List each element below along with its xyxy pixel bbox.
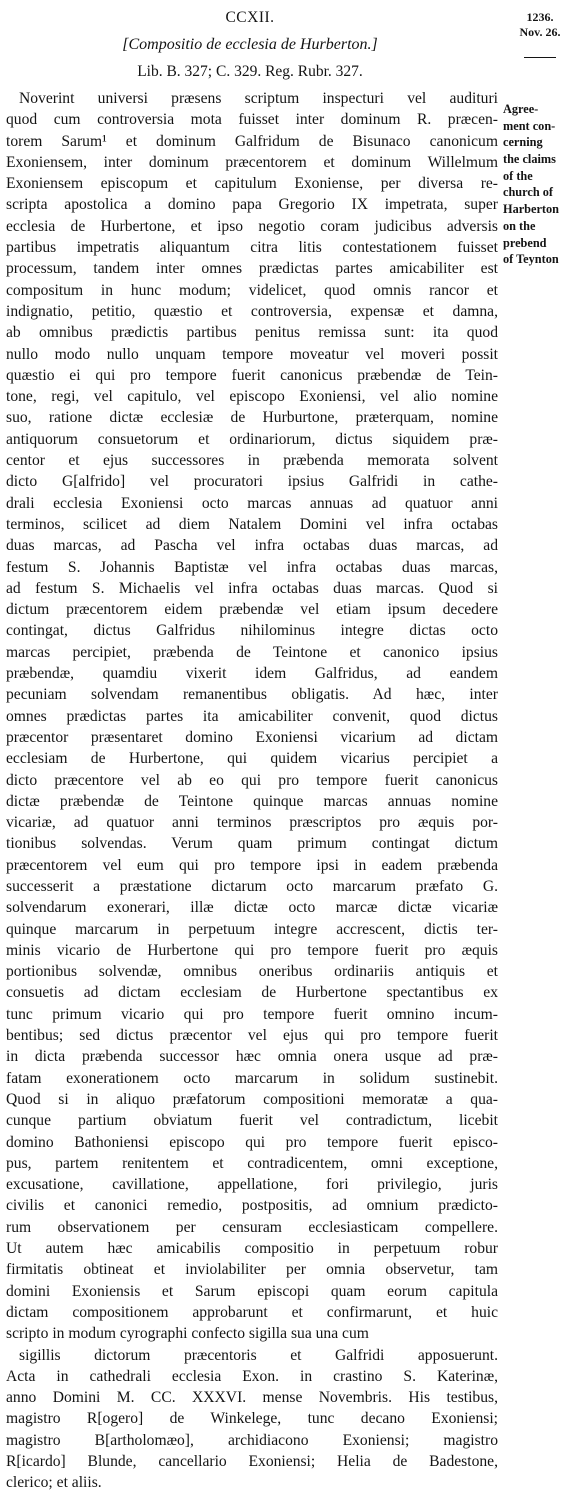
marginal-summary-line: of Teynton (503, 252, 559, 267)
text-line: excusatione, cavillatione, appellatione, fori privilegio, juris (6, 1176, 498, 1194)
text-line: suo, ratione dictæ ecclesiæ de Hurburtone, præterquam, nomine (6, 409, 498, 427)
text-line: tunc primum vicario qui pro tempore fuerit omnino incum- (6, 1005, 498, 1023)
text-line: firmitatis obtineat et inviolabiliter per omnia observetur, tam (6, 1261, 498, 1279)
text-line: solvendarum exonerari, illæ dictæ octo marcæ dictæ vicariæ (6, 899, 498, 917)
date-day: Nov. 26. (519, 25, 561, 39)
text-line: minis vicario de Hurbertone qui pro tempore fuerit pro æquis (6, 941, 498, 959)
marginal-summary-line: ment con- (503, 118, 556, 133)
text-line: Quod si in aliquo præfatorum compositioni memoratæ a qua- (6, 1090, 498, 1108)
text-line: domino Bathoniensi episcopo qui pro tempore fuerit episco- (6, 1133, 498, 1151)
text-line: dicto præcentore vel ab eo qui pro tempore fuerit canonicus (6, 771, 498, 789)
text-line: dicto G[alfrido] vel procuratori ipsius Galfridi in cathe- (6, 473, 498, 491)
text-line: nullo modo nullo unquam tempore moveatur vel moveri possit (6, 345, 498, 363)
text-line: bentibus; sed dictus præcentor vel ejus qui pro tempore fuerit (6, 1027, 498, 1045)
text-line: scripto in modum cyrographi confecto sigilla sua una cum (6, 1325, 369, 1343)
marginal-summary-line: of the (503, 168, 533, 183)
text-line: Noverint universi præsens scriptum inspecturi vel audituri (19, 90, 498, 107)
text-line: sigillis dictorum præcentoris et Galfridi apposuerunt. (19, 1346, 498, 1364)
date-year: 1236. (526, 10, 554, 24)
text-line: tone, regi, vel capitulo, vel episcopo Exoniensi, vel alio nomine (6, 388, 498, 406)
text-line: scripta apostolica a domino papa Gregorio IX impetrata, super (6, 196, 498, 214)
text-line: præbendæ, quamdiu vixerit idem Galfridus, ad eandem (6, 665, 498, 683)
marginal-summary-line: on the (503, 218, 536, 233)
text-line: quod cum controversia mota fuisset inter dominum R. præcen- (6, 111, 498, 129)
text-line: magistro B[artholomæo], archidiacono Exoniensi; magistro (6, 1431, 498, 1449)
marginal-summary-line: Harberton (503, 202, 560, 217)
text-line: centor et ejus successores in præbenda memorata solvent (6, 452, 498, 470)
text-line: terminos, scilicet ad diem Natalem Domini vel infra octabas (6, 515, 498, 533)
text-line: marcas percipiet, præbenda de Teintone et canonico ipsius (6, 643, 498, 661)
text-line: vicariæ, ad quatuor anni terminos præscriptos pro æquis por- (6, 814, 498, 832)
text-line: consuetis ad dictam ecclesiam de Hurbertone spectantibus ex (6, 984, 498, 1002)
text-line: anno Domini M. CC. XXXVI. mense Novembris. His testibus, (6, 1389, 498, 1407)
text-line: civilis et canonici remedio, postpositis, ad omnium prædicto- (6, 1197, 498, 1215)
charter-number: CCXII. (225, 9, 275, 26)
text-line: contingat, dictus Galfridus nihilominus integre dictas octo (6, 622, 498, 640)
text-line: drali ecclesia Exoniensi octo marcas annuas ad quatuor anni (6, 494, 498, 512)
text-line: quæstio ei qui pro tempore fuerit canonicus præbendæ de Tein- (6, 366, 498, 384)
text-line: domini Exoniensis et Sarum episcopi quam eorum capitula (6, 1282, 498, 1300)
text-line: ab omnibus prædictis partibus penitus remissa sunt: ita quod (6, 324, 498, 342)
text-line: clerico; et aliis. (6, 1474, 102, 1492)
marginal-summary (503, 101, 576, 268)
charter-body-text (6, 88, 498, 1494)
marginal-summary-line: Agree- (503, 102, 539, 116)
text-line: ecclesiam de Hurbertone, qui quidem vicarius percipiet a (6, 750, 498, 768)
text-line: torem Sarum¹ et dominum Galfridum de Bisunaco canonicum (6, 132, 498, 150)
marginal-summary-line: prebend (503, 235, 547, 250)
text-line: Acta in cathedrali ecclesia Exon. in crastino S. Katerinæ, (6, 1367, 498, 1385)
text-line: festum S. Johannis Baptistæ vel infra octabas duas marcas, (6, 558, 498, 576)
text-line: pus, partem renitentem et contradicentem, omni exceptione, (6, 1154, 498, 1172)
text-line: in dicta præbenda successor hæc omnia onera usque ad præ- (6, 1048, 498, 1066)
text-line: omnes prædictas partes ita amicabiliter convenit, quod dictus (6, 707, 498, 725)
marginal-summary-line: cerning (503, 135, 543, 150)
text-line: antiquorum consuetorum et ordinariorum, dictus siquidem præ- (6, 430, 498, 448)
text-line: indignatio, petitio, quæstio et controversia, expensæ et damna, (6, 302, 498, 320)
text-line: processum, tandem inter omnes prædictas partes amicabiliter est (6, 260, 498, 278)
text-line: fatam exonerationem octo marcarum in solidum sustinebit. (6, 1069, 498, 1087)
text-line: partibus impetratis aliquantum citra litis contestationem fuisset (6, 239, 498, 257)
text-line: Ut autem hæc amicabilis compositio in perpetuum robur (6, 1240, 498, 1258)
text-line: dictum præcentorem eidem præbendæ vel etiam ipsum decedere (6, 601, 498, 619)
text-line: tionibus solvendas. Verum quam primum contingat dictum (6, 835, 498, 853)
text-line: duas marcas, ad Pascha vel infra octabas duas marcas, ad (6, 537, 498, 555)
text-line: quinque marcarum in perpetuum integre accrescent, dictis ter- (6, 920, 498, 938)
text-line: successerit a præstatione dictarum octo marcarum præfato G. (6, 877, 498, 895)
text-line: compositum in hunc modum; videlicet, quod omnis rancor et (6, 281, 498, 299)
text-line: præcentorem vel eum qui pro tempore ipsi in eadem præbenda (6, 856, 498, 874)
text-line: ad festum S. Michaelis vel infra octabas duas marcas. Quod si (6, 579, 498, 597)
marginal-summary-line: church of (503, 185, 553, 200)
text-line: rum observationem per censuram ecclesiasticam compellere. (6, 1218, 498, 1236)
text-line: præcentor præsentaret domino Exoniensi vicarium ad dictam (6, 728, 498, 746)
text-line: ecclesia de Hurbertone, et ipso negotio coram judicibus adversis (6, 217, 498, 235)
text-line: Exoniensem episcopum et capitulum Exoniense, per diversa re- (6, 175, 498, 193)
marginal-summary-line: the claims (503, 152, 556, 167)
charter-references: Lib. B. 327; C. 329. Reg. Rubr. 327. (137, 63, 363, 80)
text-line: portionibus solvendæ, omnibus oneribus ordinariis antiquis et (6, 963, 498, 981)
text-line: cunque partium obviatum fuerit vel contradictum, licebit (6, 1112, 498, 1130)
text-line: dictæ præbendæ de Teintone quinque marcas annuas nomine (6, 792, 498, 810)
date-divider (524, 57, 556, 58)
text-line: R[icardo] Blunde, cancellario Exoniensi; Helia de Badestone, (6, 1453, 498, 1470)
text-line: pecuniam solvendam remanentibus obligatis. Ad hæc, inter (6, 686, 498, 704)
text-line: Exoniensem, inter dominum præcentorem et dominum Willelmum (6, 153, 498, 171)
text-line: magistro R[ogero] de Winkelege, tunc decano Exoniensi; (6, 1410, 498, 1428)
charter-title: [Compositio de ecclesia de Hurberton.] (122, 36, 378, 53)
text-line: dictam compositionem approbarunt et confirmarunt, et huic (6, 1303, 498, 1321)
